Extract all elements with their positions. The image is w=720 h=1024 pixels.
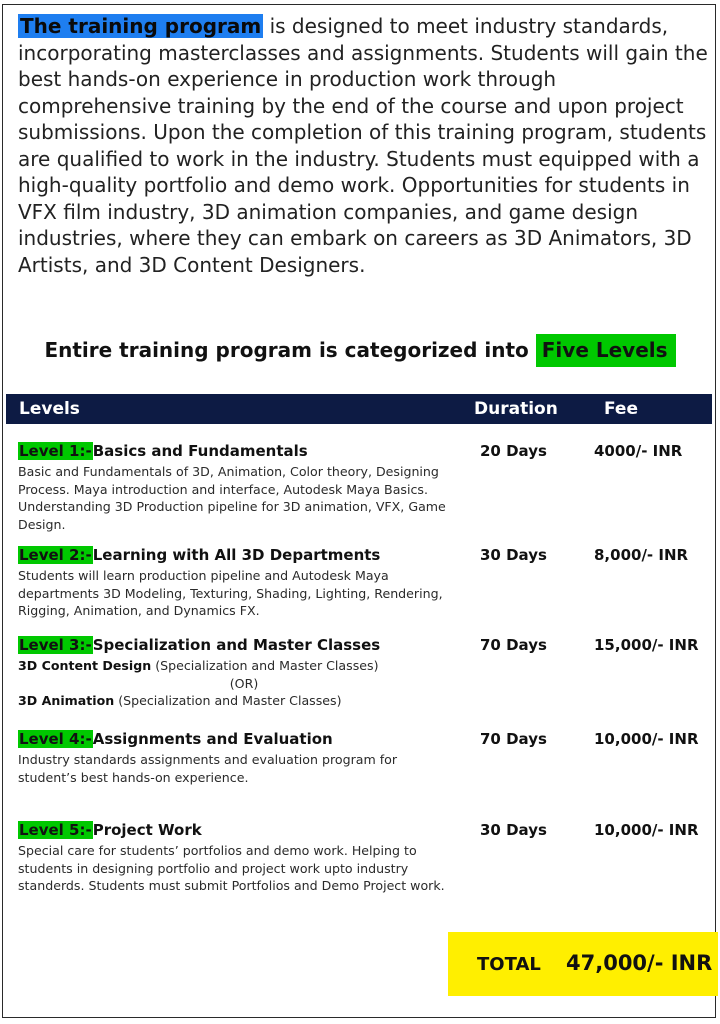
level-description: Special care for students’ portfolios and demo work. Helping to students in designing portfolio and project work upto industry standerds. Students must submit Portfolios and Demo Project work. — [18, 843, 445, 893]
level-row-3 — [18, 635, 718, 710]
level-fee: 10,000/- INR — [594, 821, 699, 839]
level-fee: 4000/- INR — [594, 442, 683, 460]
levels-heading-highlight: Five Levels — [536, 334, 676, 367]
level-name: Assignments and Evaluation — [92, 730, 333, 748]
level-row-2 — [18, 545, 718, 620]
level-fee: 10,000/- INR — [594, 730, 699, 748]
option-line — [18, 692, 498, 710]
level-description — [18, 657, 498, 710]
level-duration: 70 Days — [480, 730, 547, 748]
level-tag: Level 3:- — [19, 636, 92, 654]
level-fee: 8,000/- INR — [594, 546, 689, 564]
level-fee: 15,000/- INR — [594, 636, 699, 654]
or-separator: (OR) — [229, 675, 259, 691]
level-tag: Level 1:- — [19, 442, 92, 460]
intro-text: is designed to meet industry standards, incorporating masterclasses and assignments. Students will gain the best hands-on experience in production work through comprehensive training by the end of the course and upon project submissions. Upon the completion of this training program, students are qualified to work in the industry. Students must equipped with a high-quality portfolio and demo work. Opportunities for students in VFX film industry, 3D animation companies, and game design industries, where they can embark on careers as 3D Animators, 3D Artists, and 3D Content Designers. — [18, 14, 708, 277]
option-suffix: (Specialization and Master Classes) — [151, 658, 379, 673]
level-tag: Level 2:- — [19, 546, 92, 564]
level-description: Basic and Fundamentals of 3D, Animation, Color theory, Designing Process. Maya introduction and interface, Autodesk Maya Basics. Understanding 3D Production pipeline for 3D animation, VFX, Game Design. — [18, 464, 446, 532]
level-row-4 — [18, 729, 718, 786]
total-value: 47,000/- INR — [566, 951, 713, 975]
option-name: 3D Animation — [18, 693, 115, 708]
total-label: TOTAL — [477, 954, 541, 975]
header-fee: Fee — [604, 399, 638, 419]
intro-paragraph — [18, 13, 708, 278]
intro-highlight: The training program — [20, 14, 262, 38]
option-suffix: (Specialization and Master Classes) — [114, 693, 342, 708]
level-tag: Level 5:- — [19, 821, 92, 839]
levels-heading — [0, 338, 720, 362]
level-duration: 70 Days — [480, 636, 547, 654]
level-name: Basics and Fundamentals — [92, 442, 308, 460]
level-name: Learning with All 3D Departments — [92, 546, 381, 564]
levels-heading-text: Entire training program is categorized into — [44, 338, 536, 362]
level-row-5 — [18, 820, 718, 895]
level-description: Industry standards assignments and evaluation program for student’s best hands-on experience. — [18, 752, 398, 785]
header-duration: Duration — [474, 399, 558, 419]
option-name: 3D Content Design — [18, 658, 152, 673]
level-row-1 — [18, 441, 718, 533]
total-box — [448, 932, 718, 996]
table-header — [6, 394, 712, 424]
header-levels: Levels — [19, 399, 80, 419]
level-name: Specialization and Master Classes — [92, 636, 381, 654]
level-description: Students will learn production pipeline and Autodesk Maya departments 3D Modeling, Texturing, Shading, Lighting, Rendering, Rigging, Animation, and Dynamics FX. — [18, 568, 443, 618]
level-name: Project Work — [92, 821, 202, 839]
level-duration: 30 Days — [480, 821, 547, 839]
level-duration: 30 Days — [480, 546, 547, 564]
level-duration: 20 Days — [480, 442, 547, 460]
option-line — [18, 657, 498, 675]
level-tag: Level 4:- — [19, 730, 92, 748]
